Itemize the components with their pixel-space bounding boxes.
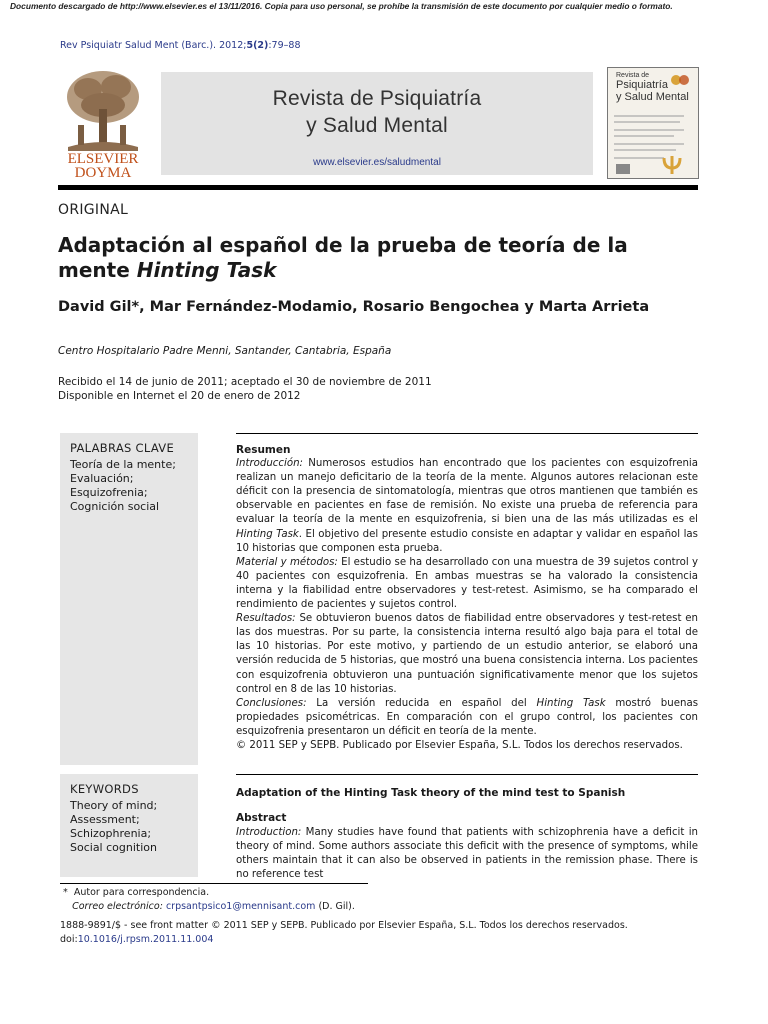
journal-banner bbox=[58, 67, 698, 179]
email-link[interactable]: crpsantpsico1@mennisant.com bbox=[165, 901, 316, 912]
article-dates bbox=[58, 375, 432, 403]
keyword-es-item: Teoría de la mente; bbox=[70, 458, 176, 471]
keyword-es-item: Evaluación; bbox=[70, 472, 134, 485]
resumen-block bbox=[236, 443, 698, 753]
cover-emblem-icon bbox=[668, 72, 692, 88]
abstract-heading: Abstract bbox=[236, 812, 287, 824]
available-date: Disponible en Internet el 20 de enero de 2012 bbox=[58, 390, 301, 402]
resumen-methods: Material y métodos: El estudio se ha desarrollado con una muestra de 39 sujetos control y 40 pacientes con esquizofrenia. En ambas muestras se ha valorado la consistencia interna y la fiabilidad entre observadores y test-retest. Asimismo, se ha comparado el rendimiento de pacientes y sujetos control. bbox=[236, 556, 698, 611]
keyword-es-item: Cognición social bbox=[70, 500, 160, 513]
journal-ref-volume: 5(2) bbox=[246, 40, 269, 51]
keywords-es-box bbox=[60, 433, 198, 765]
resumen-divider bbox=[236, 433, 698, 434]
article-section-label: ORIGINAL bbox=[58, 202, 129, 218]
article-affiliation: Centro Hospitalario Padre Menni, Santander, Cantabria, España bbox=[58, 345, 392, 357]
keyword-en-item: Assessment; bbox=[70, 813, 140, 826]
svg-text:DOYMA: DOYMA bbox=[74, 165, 132, 179]
article-authors: David Gil*, Mar Fernández-Modamio, Rosario Bengochea y Marta Arrieta bbox=[58, 299, 650, 315]
download-note: Documento descargado de http://www.elsevier.es el 13/11/2016. Copia para uso personal, se prohíbe la transmisión de este documento por cualquier medio o formato. bbox=[10, 1, 673, 11]
article-title bbox=[58, 233, 698, 283]
journal-reference bbox=[60, 40, 301, 51]
english-divider bbox=[236, 774, 698, 775]
doi-link[interactable]: 10.1016/j.rpsm.2011.11.004 bbox=[77, 934, 214, 945]
footnote bbox=[60, 886, 355, 914]
resumen-results: Resultados: Se obtuvieron buenos datos de fiabilidad entre observadores y test-retest en las dos muestras. Por su parte, la consistencia interna resultó algo baja para el total de las 10 historias. Por este motivo, y partiendo de un estudio anterior, se elaboró una versión reducida de 5 historias, que mostró una buena consistencia interna. Los pacientes con esquizofrenia obtuvieron una puntuación significativamente menor que los sujetos control en 8 de las 10 historias. bbox=[236, 613, 698, 695]
footnote-divider bbox=[60, 883, 368, 884]
page-footer bbox=[60, 919, 628, 947]
journal-cover-thumbnail: Revista de Psiquiatría y Salud Mental bbox=[607, 67, 699, 179]
footnote-author: * Autor para correspondencia. bbox=[63, 887, 210, 898]
tree-icon bbox=[58, 67, 148, 179]
journal-ref-pages: :79–88 bbox=[268, 40, 301, 51]
cover-contents-icon bbox=[614, 112, 692, 176]
keyword-en-item: Social cognition bbox=[70, 841, 157, 854]
footer-copyright: 1888-9891/$ - see front matter © 2011 SEP y SEPB. Publicado por Elsevier España, S.L. Todos los derechos reservados. bbox=[60, 920, 628, 931]
header-divider bbox=[58, 185, 698, 190]
received-date: Recibido el 14 de junio de 2011; aceptado el 30 de noviembre de 2011 bbox=[58, 376, 432, 388]
keyword-en-item: Theory of mind; bbox=[70, 799, 158, 812]
resumen-heading: Resumen bbox=[236, 444, 291, 456]
keyword-en-item: Schizophrenia; bbox=[70, 827, 152, 840]
article-title-main: Adaptación al español de la prueba de teoría de la mente bbox=[58, 233, 628, 282]
keywords-es-heading: PALABRAS CLAVE bbox=[70, 441, 175, 455]
footnote-email: Correo electrónico: crpsantpsico1@mennisant.com (D. Gil). bbox=[72, 901, 355, 912]
resumen-copyright: © 2011 SEP y SEPB. Publicado por Elsevier España, S.L. Todos los derechos reservados. bbox=[236, 739, 683, 751]
svg-text:ELSEVIER: ELSEVIER bbox=[67, 151, 139, 167]
footer-doi: doi:10.1016/j.rpsm.2011.11.004 bbox=[60, 934, 214, 945]
journal-url-link[interactable]: www.elsevier.es/saludmental bbox=[313, 157, 441, 168]
english-title: Adaptation of the Hinting Task theory of the mind test to Spanish bbox=[236, 787, 626, 799]
abstract-introduction: Introduction: Many studies have found that patients with schizophrenia have a deficit in theory of mind. Some authors associate this deficit with the presence of symptoms, while others maintain that it can also be observed in patients in the remission phase. There is no reference test bbox=[236, 827, 698, 881]
keyword-es-item: Esquizofrenia; bbox=[70, 486, 148, 499]
keywords-en-box bbox=[60, 774, 198, 877]
banner-title-panel bbox=[161, 72, 593, 175]
resumen-introduction: Introducción: Numerosos estudios han encontrado que los pacientes con esquizofrenia realizan un manejo deficitario de la teoría de la mente. Algunos autores relacionan este déficit con la presencia de sintomatología, mientras que otros mantienen que también es observable en pacientes en fase de remisión. No existe una prueba de referencia para evaluar la teoría de la mente en esquizofrenia, si bien una de las más utilizadas es el Hinting Task. El objetivo del presente estudio consiste en adaptar y validar en español las 10 historias que componen esta prueba. bbox=[236, 458, 698, 554]
article-title-italic: Hinting Task bbox=[136, 258, 277, 282]
resumen-conclusions: Conclusiones: La versión reducida en español del Hinting Task mostró buenas propiedades psicométricas. En comparación con el grupo control, los pacientes con esquizofrenia presentaron un déficit en teoría de la mente. bbox=[236, 697, 698, 737]
journal-ref-prefix: Rev Psiquiatr Salud Ment (Barc.). 2012; bbox=[60, 40, 247, 51]
journal-title-line2: y Salud Mental bbox=[306, 114, 448, 137]
elsevier-logo bbox=[58, 67, 148, 179]
abstract-block bbox=[236, 826, 698, 882]
keywords-en-heading: KEYWORDS bbox=[70, 782, 139, 796]
journal-title-line1: Revista de Psiquiatría bbox=[272, 87, 482, 110]
